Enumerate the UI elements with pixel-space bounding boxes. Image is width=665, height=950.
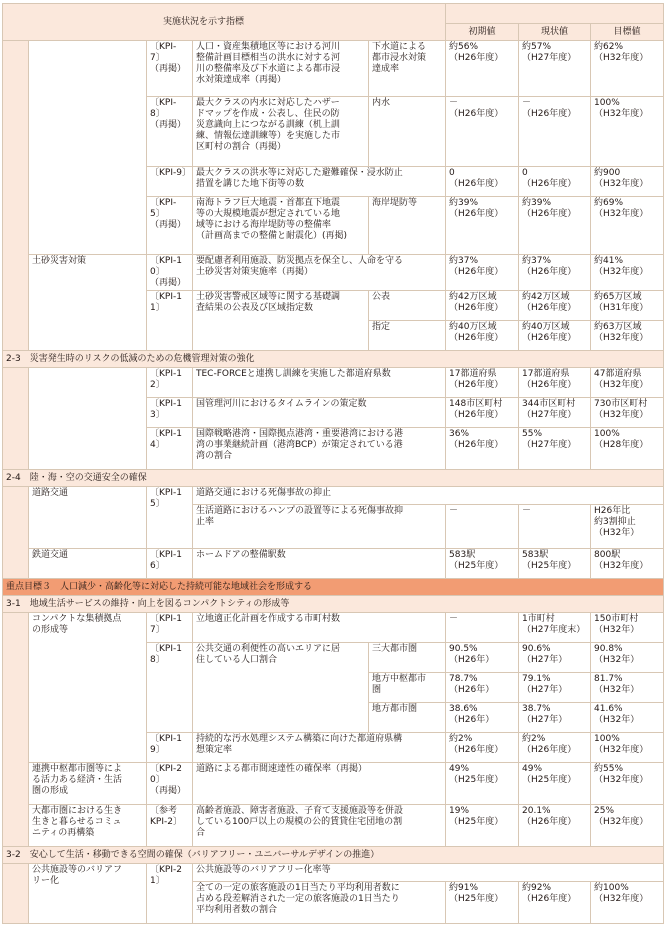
initial-value: － （H26年度）	[446, 97, 519, 167]
target-value: 約55% （H32年度）	[591, 763, 664, 805]
section-row	[3, 351, 664, 368]
goal-row	[3, 579, 664, 596]
current-value-header: 現状値	[519, 24, 591, 41]
table-row	[3, 805, 664, 847]
table-row	[3, 613, 664, 643]
initial-value: 約37% （H26年度）	[446, 255, 519, 291]
table-row	[3, 41, 664, 97]
current-value: －	[519, 505, 591, 549]
target-value: 100% （H32年度）	[591, 97, 664, 167]
kpi-number: 〔KPI-18〕	[147, 643, 193, 733]
kpi-number: 〔KPI-20〕 （再掲）	[147, 763, 193, 805]
current-value: 38.7% （H27年）	[519, 703, 591, 733]
initial-value: 583駅 （H25年度）	[446, 549, 519, 579]
indicator-subcategory: 地方都市圏	[369, 703, 446, 733]
current-value: 79.1% （H27年）	[519, 673, 591, 703]
initial-value: 約42万区域 （H26年度）	[446, 291, 519, 321]
table-row	[3, 864, 664, 882]
indicator-text: 土砂災害警戒区域等に関する基礎調 査結果の公表及び区域指定数	[193, 291, 369, 351]
current-value: 583駅 （H25年度）	[519, 549, 591, 579]
section-band	[3, 368, 29, 470]
initial-value: 約39% （H26年度）	[446, 197, 519, 255]
target-value: 約65万区域 （H31年度）	[591, 291, 664, 321]
indicator-text: 全ての一定の旅客施設の1日当たり平均利用者数に 占める段差解消された一定の旅客施設の1日当たり 平均利用者数の割合	[193, 882, 446, 924]
initial-value: 19% （H25年度）	[446, 805, 519, 847]
group-cell: コンパクトな集積拠点 の形成等	[29, 613, 147, 763]
target-value: 41.6% （H32年）	[591, 703, 664, 733]
kpi-number: 〔KPI-11〕	[147, 291, 193, 351]
section-band	[3, 864, 29, 924]
current-value: 約92% （H26年度）	[519, 882, 591, 924]
indicator-subcategory: 三大都市圏	[369, 643, 446, 673]
indicator-text: 人口・資産集積地区等における河川 整備計画目標相当の洪水に対する河 川の整備率及び下水道による都市浸 水対策達成率（再掲）	[193, 41, 369, 97]
section-band	[3, 613, 29, 847]
section-row	[3, 596, 664, 613]
target-value: 100% （H28年度）	[591, 428, 664, 470]
indicator-text: 公共交通の利便性の高いエリアに居 住している人口割合	[193, 643, 369, 733]
indicator-header: 実施状況を示す指標	[3, 4, 446, 41]
initial-value: 0 （H26年度）	[446, 167, 519, 197]
header-row	[3, 4, 664, 24]
indicator-text: 持続的な汚水処理システム構築に向けた都道府県構 想策定率	[193, 733, 446, 763]
initial-value: 78.7% （H26年）	[446, 673, 519, 703]
kpi-number: 〔KPI-14〕	[147, 428, 193, 470]
indicator-text: 高齢者施設、障害者施設、子育て支援施設等を併設 している100戸以上の規模の公的賃貸住宅団地の割 合	[193, 805, 446, 847]
section-band	[3, 487, 29, 579]
group-cell	[29, 368, 147, 470]
target-value: 約100% （H32年度）	[591, 882, 664, 924]
table-row	[3, 763, 664, 805]
target-value: 90.8% （H32年）	[591, 643, 664, 673]
indicator-text: 要配慮者利用施設、防災拠点を保全し、人命を守る 土砂災害対策実施率（再掲）	[193, 255, 446, 291]
target-value: 約69% （H32年度）	[591, 197, 664, 255]
initial-value: 約91% （H25年度）	[446, 882, 519, 924]
current-value: 約37% （H26年度）	[519, 255, 591, 291]
target-value: 100% （H32年度）	[591, 733, 664, 763]
kpi-number: 〔KPI-15〕	[147, 487, 193, 549]
indicator-subcategory: 海岸堤防等	[369, 197, 446, 255]
section-heading: 3-2 安心して生活・移動できる空間の確保（バリアフリー・ユニバーサルデザインの推進）	[3, 847, 664, 864]
indicator-subcategory: 地方中枢都市 圏	[369, 673, 446, 703]
target-value: 730市区町村 （H32年度）	[591, 398, 664, 428]
indicator-subcategory: 内水	[369, 97, 446, 167]
group-cell: 鉄道交通	[29, 549, 147, 579]
initial-value: 90.5% （H26年）	[446, 643, 519, 673]
indicator-text: 道路による都市間速達性の確保率（再掲）	[193, 763, 446, 805]
initial-value: 38.6% （H26年）	[446, 703, 519, 733]
table-row	[3, 487, 664, 505]
target-value-header: 目標値	[591, 24, 664, 41]
current-value: 90.6% （H27年）	[519, 643, 591, 673]
initial-value: －	[446, 613, 519, 643]
kpi-number: 〔KPI-10〕 （再掲）	[147, 255, 193, 291]
section-band	[3, 41, 29, 351]
kpi-number: 〔KPI-19〕	[147, 733, 193, 763]
current-value: 約39% （H26年度）	[519, 197, 591, 255]
initial-value: 17都道府県 （H26年度）	[446, 368, 519, 398]
group-cell: 土砂災害対策	[29, 255, 147, 351]
indicator-text: 最大クラスの内水に対応したハザー ドマップを作成・公表し、住民の防 災意識向上につながる訓練（机上訓 練、情報伝達訓練等）を実施した市 区町村の割合（再掲）	[193, 97, 369, 167]
current-value: 49% （H25年度）	[519, 763, 591, 805]
table-row	[3, 549, 664, 579]
target-value: 47都道府県 （H32年度）	[591, 368, 664, 398]
indicator-text: 生活道路におけるハンプの設置等による死傷事故抑 止率	[193, 505, 446, 549]
target-value: 約900 （H32年度）	[591, 167, 664, 197]
kpi-number: 〔KPI-16〕	[147, 549, 193, 579]
indicator-text: 国管理河川におけるタイムラインの策定数	[193, 398, 446, 428]
initial-value: －	[446, 505, 519, 549]
kpi-number: 〔KPI-7〕 （再掲）	[147, 41, 193, 97]
target-value: 81.7% （H32年）	[591, 673, 664, 703]
indicator-text: 立地適正化計画を作成する市町村数	[193, 613, 446, 643]
initial-value: 49% （H25年度）	[446, 763, 519, 805]
indicator-text: 南海トラフ巨大地震・首都直下地震 等の大規模地震が想定されている地 域等における海岸堤防等の整備率 （計画高までの整備と耐震化）(再掲)	[193, 197, 369, 255]
initial-value: 約56% （H26年度）	[446, 41, 519, 97]
section-heading: 2-4 陸・海・空の交通安全の確保	[3, 470, 664, 487]
current-value: 約42万区域 （H26年度）	[519, 291, 591, 321]
current-value: 20.1% （H26年度）	[519, 805, 591, 847]
kpi-number: 〔KPI-21〕	[147, 864, 193, 924]
target-value: 約41% （H32年度）	[591, 255, 664, 291]
kpi-number: 〔KPI-9〕	[147, 167, 193, 197]
indicator-subcategory: 公表	[369, 291, 446, 321]
initial-value: 約40万区域 （H26年度）	[446, 321, 519, 351]
group-cell: 公共施設等のバリアフ リー化	[29, 864, 147, 924]
kpi-number: 〔参考 KPI-2〕	[147, 805, 193, 847]
current-value: 17都道府県 （H26年度）	[519, 368, 591, 398]
header-top-band	[446, 4, 664, 24]
indicator-text: TEC-FORCEと連携し訓練を実施した都道府県数	[193, 368, 446, 398]
indicator-text: 国際戦略港湾・国際拠点港湾・重要港湾における港 湾の事業継続計画（港湾BCP）が策定されている港 湾の割合	[193, 428, 446, 470]
group-cell: 連携中枢都市圏等によ る活力ある経済・生活 圏の形成	[29, 763, 147, 805]
indicator-text: ホームドアの整備駅数	[193, 549, 446, 579]
target-value: 25% （H32年度）	[591, 805, 664, 847]
indicator-text: 道路交通における死傷事故の抑止	[193, 487, 664, 505]
current-value: 344市区町村 （H27年度）	[519, 398, 591, 428]
goal-heading: 重点目標３ 人口減少・高齢化等に対応した持続可能な地域社会を形成する	[3, 579, 664, 596]
section-row	[3, 470, 664, 487]
indicator-subcategory: 下水道による 都市浸水対策 達成率	[369, 41, 446, 97]
kpi-number: 〔KPI-5〕 （再掲）	[147, 197, 193, 255]
indicator-text: 公共施設等のバリアフリー化率等	[193, 864, 664, 882]
initial-value-header: 初期値	[446, 24, 519, 41]
group-cell: 道路交通	[29, 487, 147, 549]
kpi-number: 〔KPI-17〕	[147, 613, 193, 643]
section-row	[3, 847, 664, 864]
target-value: 150市町村 （H32年）	[591, 613, 664, 643]
current-value: 約2% （H26年度）	[519, 733, 591, 763]
current-value: 1市町村 （H27年度末）	[519, 613, 591, 643]
table-row	[3, 255, 664, 291]
indicator-subcategory: 指定	[369, 321, 446, 351]
target-value: 約62% （H32年度）	[591, 41, 664, 97]
kpi-number: 〔KPI-8〕 （再掲）	[147, 97, 193, 167]
current-value: － （H26年度）	[519, 97, 591, 167]
kpi-number: 〔KPI-12〕	[147, 368, 193, 398]
initial-value: 148市区町村 （H26年度）	[446, 398, 519, 428]
kpi-number: 〔KPI-13〕	[147, 398, 193, 428]
section-heading: 3-1 地域生活サービスの維持・向上を図るコンパクトシティの形成等	[3, 596, 664, 613]
initial-value: 約2% （H26年度）	[446, 733, 519, 763]
kpi-table	[2, 3, 664, 924]
indicator-text: 最大クラスの洪水等に対応した避難確保・浸水防止 措置を講じた地下街等の数	[193, 167, 446, 197]
current-value: 0 （H26年度）	[519, 167, 591, 197]
table-row	[3, 368, 664, 398]
section-heading: 2-3 災害発生時のリスクの低減のための危機管理対策の強化	[3, 351, 664, 368]
current-value: 約40万区域 （H26年度）	[519, 321, 591, 351]
target-value: 約63万区域 （H32年度）	[591, 321, 664, 351]
group-cell: 大都市圏における生き 生きと暮らせるコミュ ニティの再構築	[29, 805, 147, 847]
target-value: H26年比 約3割抑止 （H32年）	[591, 505, 664, 549]
initial-value: 36% （H26年度）	[446, 428, 519, 470]
current-value: 約57% （H27年度）	[519, 41, 591, 97]
group-cell	[29, 41, 147, 255]
current-value: 55% （H27年度）	[519, 428, 591, 470]
target-value: 800駅 （H32年度）	[591, 549, 664, 579]
